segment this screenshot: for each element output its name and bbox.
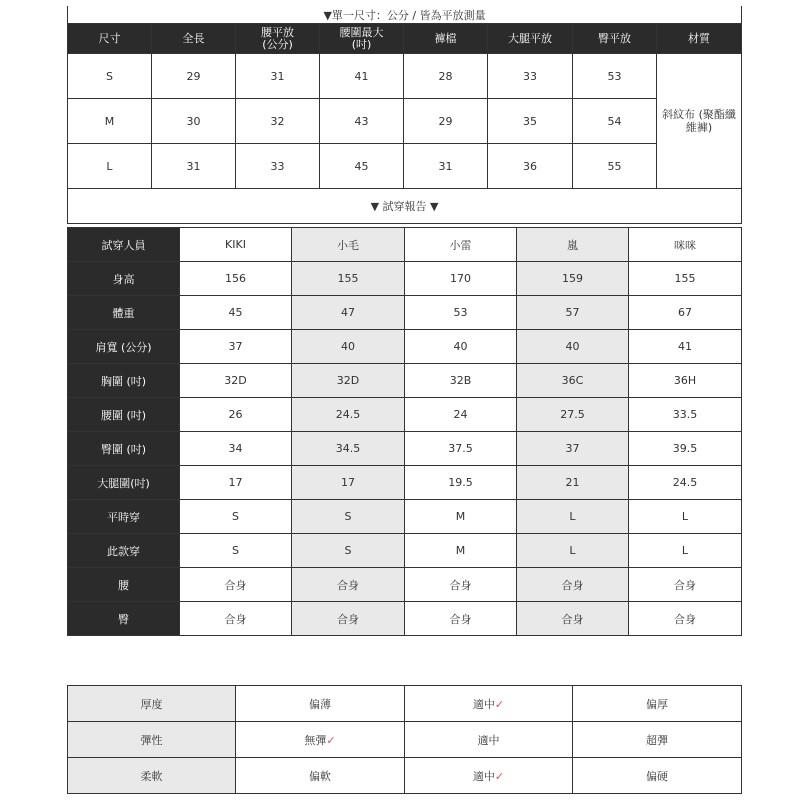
fit-cell: 嵐 [517, 228, 629, 262]
fit-cell: 39.5 [629, 432, 742, 466]
fit-cell: 45 [180, 296, 292, 330]
fit-row [68, 262, 742, 296]
size-cell-waist: 32 [236, 99, 320, 144]
fit-row-label: 體重 [68, 296, 180, 330]
fit-row [68, 398, 742, 432]
size-chart-caption: ▼單一尺寸：公分 / 皆為平放測量 [68, 6, 742, 24]
size-cell-length: 29 [152, 54, 236, 99]
size-cell-size: S [68, 54, 152, 99]
fit-row [68, 500, 742, 534]
fit-cell: KIKI [180, 228, 292, 262]
feel-option-label: 偏厚 [646, 697, 668, 711]
fit-row-label: 臀 [68, 602, 180, 636]
feel-option-cell [573, 686, 742, 722]
size-header-cell: 尺寸 [68, 24, 152, 54]
fit-cell: 24.5 [292, 398, 405, 432]
size-header-cell: 腰圍最大 (吋) [320, 24, 404, 54]
fit-cell: S [292, 534, 405, 568]
fit-cell: 37 [517, 432, 629, 466]
fit-cell: 47 [292, 296, 405, 330]
fit-cell: 36H [629, 364, 742, 398]
fit-cell: 合身 [405, 602, 517, 636]
fit-cell: 67 [629, 296, 742, 330]
fit-cell: 32D [292, 364, 405, 398]
fit-cell: 34 [180, 432, 292, 466]
fit-row-label: 腰圍 (吋) [68, 398, 180, 432]
fit-cell: S [292, 500, 405, 534]
fit-cell: 170 [405, 262, 517, 296]
feel-option-cell [573, 758, 742, 794]
fit-cell: 32B [405, 364, 517, 398]
size-row [68, 144, 742, 189]
fit-cell: 37.5 [405, 432, 517, 466]
fit-row [68, 602, 742, 636]
fit-row [68, 330, 742, 364]
feel-option-cell [405, 722, 573, 758]
fit-cell: 合身 [517, 568, 629, 602]
check-icon: ✓ [494, 697, 505, 711]
size-header-cell: 全長 [152, 24, 236, 54]
feel-option-label: 偏薄 [309, 697, 331, 711]
fit-cell: 小毛 [292, 228, 405, 262]
fabric-feel-table [67, 685, 742, 794]
fit-cell: M [405, 534, 517, 568]
fit-cell: 合身 [180, 602, 292, 636]
fit-cell: 33.5 [629, 398, 742, 432]
fit-cell: 156 [180, 262, 292, 296]
size-row [68, 54, 742, 99]
size-cell-size: M [68, 99, 152, 144]
feel-option-cell [573, 722, 742, 758]
fit-cell: 咪咪 [629, 228, 742, 262]
check-icon: ✓ [494, 769, 505, 783]
fit-row-label: 身高 [68, 262, 180, 296]
fit-cell: 19.5 [405, 466, 517, 500]
fit-row [68, 364, 742, 398]
feel-option-cell [405, 686, 573, 722]
check-icon: ✓ [326, 733, 336, 747]
fit-cell: 159 [517, 262, 629, 296]
fit-cell: 17 [180, 466, 292, 500]
fit-cell: 53 [405, 296, 517, 330]
fit-row [68, 534, 742, 568]
size-cell-thigh: 36 [488, 144, 573, 189]
size-header-cell: 腰平放 (公分) [236, 24, 320, 54]
fit-cell: S [180, 534, 292, 568]
fit-cell: 155 [292, 262, 405, 296]
fit-row [68, 296, 742, 330]
fit-cell: 21 [517, 466, 629, 500]
fit-cell: L [629, 534, 742, 568]
size-cell-hip: 55 [573, 144, 657, 189]
size-cell-size: L [68, 144, 152, 189]
size-cell-waist: 33 [236, 144, 320, 189]
feel-row-label: 彈性 [68, 722, 236, 758]
material-cell: 斜紋布 (聚酯纖維褲) [657, 54, 742, 189]
fit-row [68, 228, 742, 262]
fit-cell: 合身 [629, 602, 742, 636]
fit-row-label: 平時穿 [68, 500, 180, 534]
feel-option-cell [236, 686, 405, 722]
feel-option-cell [405, 758, 573, 794]
size-chart-table [67, 6, 742, 224]
fit-cell: 合身 [292, 602, 405, 636]
fit-cell: 小雷 [405, 228, 517, 262]
fit-row-label: 此款穿 [68, 534, 180, 568]
fit-cell: 合身 [180, 568, 292, 602]
fit-cell: 40 [517, 330, 629, 364]
fit-report-table [67, 227, 742, 636]
feel-option-label: 偏硬 [646, 769, 668, 783]
size-cell-thigh: 33 [488, 54, 573, 99]
size-header-cell: 大腿平放 [488, 24, 573, 54]
fit-cell: 32D [180, 364, 292, 398]
fit-cell: 17 [292, 466, 405, 500]
fit-cell: 合身 [517, 602, 629, 636]
size-cell-waist_max: 41 [320, 54, 404, 99]
size-header-cell: 臀平放 [573, 24, 657, 54]
fit-cell: M [405, 500, 517, 534]
feel-option-label: 偏軟 [309, 769, 331, 783]
feel-option-label: 超彈 [646, 733, 668, 747]
size-cell-hip: 54 [573, 99, 657, 144]
fit-cell: 57 [517, 296, 629, 330]
fit-cell: 155 [629, 262, 742, 296]
feel-row-label: 厚度 [68, 686, 236, 722]
size-header-cell: 材質 [657, 24, 742, 54]
fit-cell: 合身 [629, 568, 742, 602]
fit-cell: S [180, 500, 292, 534]
fit-row-label: 臀圍 (吋) [68, 432, 180, 466]
feel-option-label: 適中 [472, 769, 495, 783]
fit-row-label: 大腿圍(吋) [68, 466, 180, 500]
feel-row [68, 758, 742, 794]
fit-row [68, 568, 742, 602]
fit-row-label: 腰 [68, 568, 180, 602]
size-cell-rise: 29 [404, 99, 488, 144]
feel-option-cell [236, 758, 405, 794]
size-header-cell: 褲檔 [404, 24, 488, 54]
fit-report-title: ▼ 試穿報告 ▼ [68, 189, 742, 224]
size-cell-rise: 28 [404, 54, 488, 99]
fit-cell: 24.5 [629, 466, 742, 500]
size-row [68, 99, 742, 144]
fit-cell: 36C [517, 364, 629, 398]
size-cell-length: 31 [152, 144, 236, 189]
fit-row [68, 466, 742, 500]
fit-cell: 合身 [405, 568, 517, 602]
size-cell-waist: 31 [236, 54, 320, 99]
fit-row-label: 肩寬 (公分) [68, 330, 180, 364]
size-cell-hip: 53 [573, 54, 657, 99]
feel-option-label: 適中 [472, 697, 495, 711]
fit-cell: 27.5 [517, 398, 629, 432]
fit-row-label: 試穿人員 [68, 228, 180, 262]
fit-cell: L [517, 500, 629, 534]
fit-cell: L [629, 500, 742, 534]
fit-cell: 24 [405, 398, 517, 432]
fit-cell: L [517, 534, 629, 568]
feel-option-label: 適中 [477, 733, 500, 747]
fit-cell: 34.5 [292, 432, 405, 466]
size-cell-rise: 31 [404, 144, 488, 189]
feel-row [68, 686, 742, 722]
feel-option-cell [236, 722, 405, 758]
feel-option-label: 無彈 [304, 733, 327, 747]
feel-row-label: 柔軟 [68, 758, 236, 794]
fit-cell: 26 [180, 398, 292, 432]
fit-cell: 41 [629, 330, 742, 364]
fit-cell: 40 [405, 330, 517, 364]
feel-row [68, 722, 742, 758]
fit-row-label: 胸圍 (吋) [68, 364, 180, 398]
size-cell-waist_max: 43 [320, 99, 404, 144]
size-cell-waist_max: 45 [320, 144, 404, 189]
fit-cell: 40 [292, 330, 405, 364]
size-cell-length: 30 [152, 99, 236, 144]
size-cell-thigh: 35 [488, 99, 573, 144]
fit-cell: 37 [180, 330, 292, 364]
fit-cell: 合身 [292, 568, 405, 602]
fit-row [68, 432, 742, 466]
